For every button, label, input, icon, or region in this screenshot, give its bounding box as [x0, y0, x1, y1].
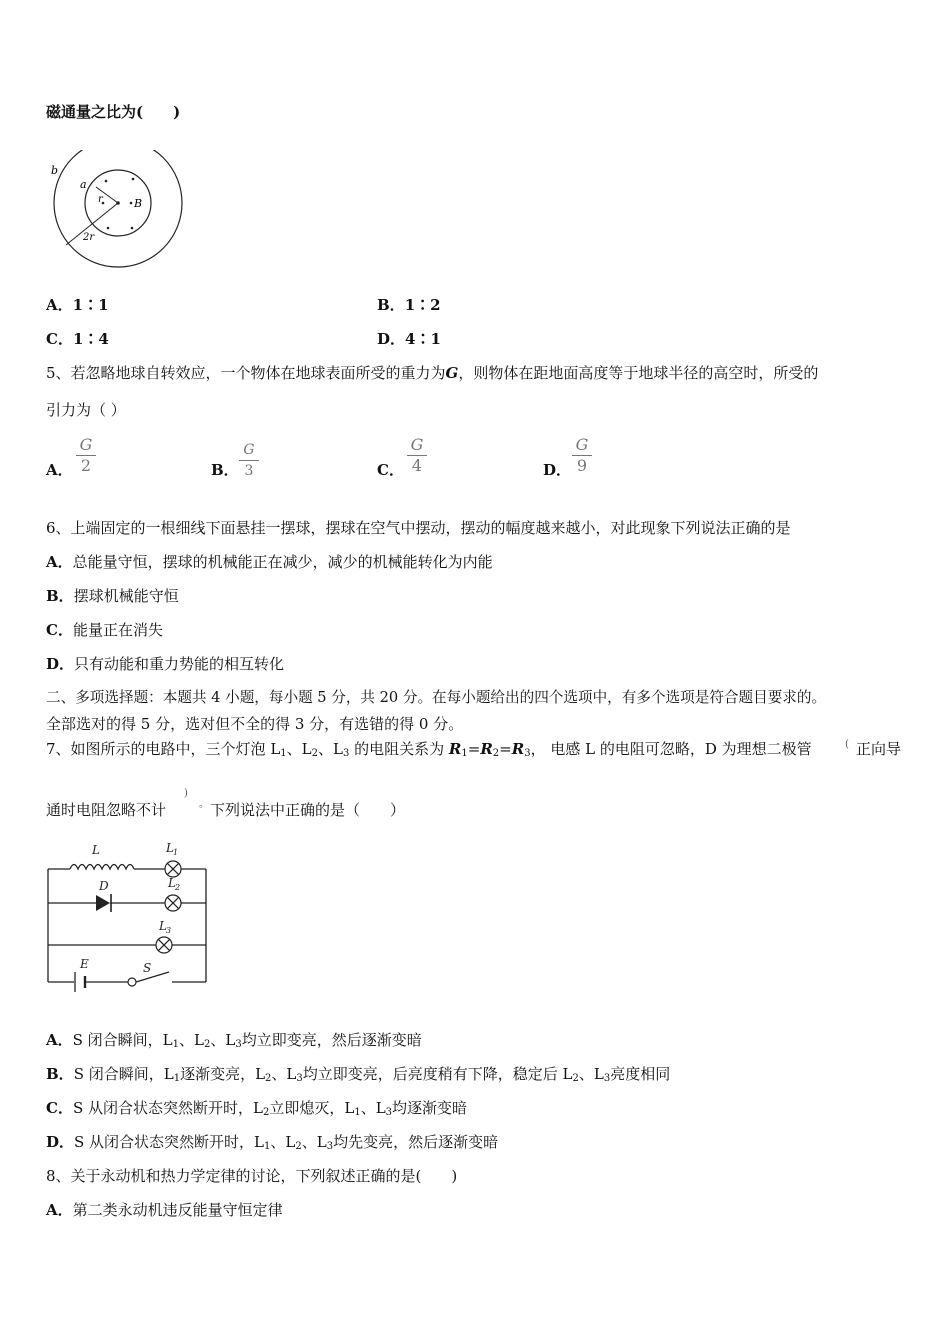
label-2r: 2r — [83, 232, 95, 243]
label-B: B — [134, 197, 143, 210]
q7-stem-line2-b: 下列说法中正确的是（ ） — [210, 801, 406, 819]
field-dot — [130, 202, 133, 205]
label-b: b — [51, 164, 59, 177]
label-a: a — [80, 178, 87, 191]
q7-small-circle: 。 — [199, 799, 209, 810]
inductor-coil — [70, 865, 134, 870]
q6-stem: 6、上端固定的一根细线下面悬挂一摆球，摆球在空气中摆动，摆动的幅度越来越小，对此现象下列说法正确的是 — [46, 519, 791, 537]
q7-paren-close: ) — [184, 788, 188, 799]
q4-option-b[interactable]: B．1∶2 — [377, 296, 441, 314]
label-L: L — [92, 843, 100, 857]
q7-stem-line1: 7、如图所示的电路中，三个灯泡 $L_1$、$L_2$、$L_3$ 的电阻关系为 $R_1=R_2=R_3$， 电感 L 的电阻可忽略，D 为理想二极管 — [46, 740, 812, 759]
q7-stem-line1-tail: 正向导 — [856, 740, 902, 758]
q5-stem-line1: 5、若忽略地球自转效应，一个物体在地球表面所受的重力为G，则物体在距地面高度等于地球半径的高空时，所受的 — [46, 364, 819, 382]
q5-option-d-letter[interactable]: D． — [543, 461, 572, 479]
field-dot — [107, 227, 110, 230]
q4-option-d[interactable]: D．4∶1 — [377, 330, 441, 348]
q4-option-c[interactable]: C．1∶4 — [46, 330, 109, 348]
q7-stem-line2-a: 通时电阻忽略不计 — [46, 801, 167, 819]
q7-option-d[interactable]: D．S 从闭合状态突然断开时，$L_1$、$L_2$、$L_3$均先变亮，然后逐渐变暗 — [46, 1133, 499, 1152]
label-L1-sub: 1 — [173, 848, 179, 857]
label-D: D — [99, 879, 109, 893]
field-dot — [131, 227, 134, 230]
q5-stem-line2: 引力为（ ） — [46, 401, 126, 419]
q5-option-a-fraction[interactable]: G 2 — [74, 436, 98, 475]
label-L3: L — [159, 919, 167, 933]
q5-option-c-letter[interactable]: C． — [377, 461, 404, 479]
switch-contact — [128, 978, 136, 986]
q5-option-b-letter[interactable]: B． — [211, 461, 239, 479]
field-dot — [105, 180, 108, 183]
q8-stem: 8、关于永动机和热力学定律的讨论，下列叙述正确的是( ) — [46, 1167, 458, 1185]
q4-stem-tail: 磁通量之比为( ) — [46, 103, 181, 121]
q4-option-a[interactable]: A．1∶1 — [46, 296, 109, 314]
label-L2: L — [168, 876, 176, 890]
lamp-l2 — [165, 895, 181, 911]
q4-magnetic-field-figure — [46, 150, 191, 280]
q6-option-a[interactable]: A．总能量守恒，摆球的机械能正在减少，减少的机械能转化为内能 — [46, 553, 493, 571]
q5-option-d-fraction[interactable]: G 9 — [570, 436, 594, 475]
q8-option-a[interactable]: A．第二类永动机违反能量守恒定律 — [46, 1201, 283, 1219]
q5-option-b-fraction[interactable]: G 3 — [237, 441, 261, 480]
section2-intro-line2: 全部选对的得 5 分，选对但不全的得 3 分，有选错的得 0 分。 — [46, 715, 464, 733]
q5-option-a-letter[interactable]: A． — [46, 461, 73, 479]
q5-option-c-fraction[interactable]: G 4 — [405, 436, 429, 475]
label-L1: L — [166, 841, 174, 855]
q6-option-c[interactable]: C．能量正在消失 — [46, 621, 163, 639]
center-dot — [116, 201, 120, 205]
label-S: S — [143, 961, 152, 975]
label-E: E — [80, 957, 89, 971]
q7-option-c[interactable]: C．S 从闭合状态突然断开时，$L_2$立即熄灭，$L_1$、$L_3$均逐渐变暗 — [46, 1099, 468, 1118]
q6-option-b[interactable]: B．摆球机械能守恒 — [46, 587, 179, 605]
lamp-l1 — [165, 861, 181, 877]
q7-paren-open: ( — [845, 739, 849, 750]
q6-option-d[interactable]: D．只有动能和重力势能的相互转化 — [46, 655, 285, 673]
label-r: r — [98, 194, 103, 205]
section2-intro-line1: 二、多项选择题：本题共 4 小题，每小题 5 分，共 20 分。在每小题给出的四个选项中，有多个选项是符合题目要求的。 — [46, 689, 827, 706]
label-L3-sub: 3 — [166, 926, 172, 935]
diode-symbol — [96, 895, 110, 911]
outer-circle-b — [54, 150, 182, 267]
q7-option-a[interactable]: A．S 闭合瞬间，$L_1$、$L_2$、$L_3$均立即变亮，然后逐渐变暗 — [46, 1031, 422, 1050]
q7-circuit-diagram — [44, 840, 214, 995]
lamp-l3 — [156, 937, 172, 953]
label-L2-sub: 2 — [175, 883, 181, 892]
field-dot — [132, 178, 135, 181]
q7-option-b[interactable]: B．S 闭合瞬间，$L_1$逐渐变亮，$L_2$、$L_3$均立即变亮，后亮度稍有下降，稳定后 $L_2$、$L_3$亮度相同 — [46, 1065, 671, 1084]
